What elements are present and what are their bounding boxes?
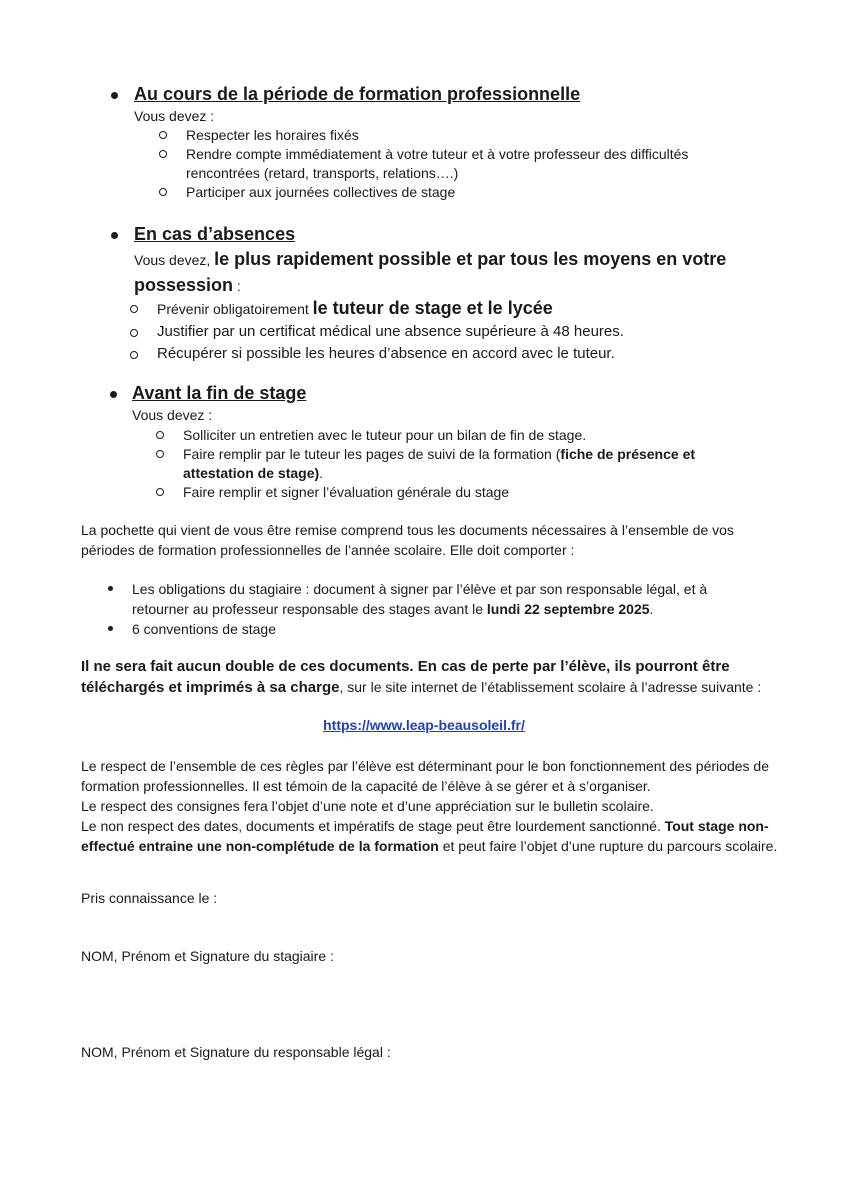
pochette-list [132, 579, 752, 639]
section-heading: Avant la fin de stage [132, 383, 307, 403]
stagiaire-signature-label: NOM, Prénom et Signature du stagiaire : [81, 948, 334, 964]
circle-bullet-icon [159, 188, 167, 196]
pris-connaissance-label: Pris connaissance le : [81, 890, 218, 906]
circle-bullet-icon [159, 131, 167, 139]
bullet-icon [108, 586, 113, 591]
section-heading: Au cours de la période de formation professionnelle [134, 84, 581, 104]
circle-bullet-icon [156, 450, 164, 458]
section-intro: Vous devez : [134, 108, 215, 124]
circle-bullet-icon [130, 329, 138, 337]
list-item: Respecter les horaires fixés [186, 126, 746, 145]
list-item: Récupérer si possible les heures d’absence en accord avec le tuteur. [157, 343, 757, 365]
obligations-list [186, 126, 746, 202]
responsable-signature-label: NOM, Prénom et Signature du responsable légal : [81, 1044, 391, 1060]
list-item: Prévenir obligatoirement le tuteur de stage et le lycée [157, 297, 757, 321]
section-intro: Vous devez : [132, 407, 213, 423]
list-item: Faire remplir et signer l’évaluation générale du stage [183, 483, 743, 502]
bullet-icon [108, 626, 113, 631]
list-item: Participer aux journées collectives de stage [186, 183, 746, 202]
circle-bullet-icon [130, 351, 138, 359]
respect-paragraph: Le respect de l’ensemble de ces règles par l’élève est déterminant pour le bon fonctionnement des périodes de formation professionnelles. Il est témoin de la capacité de l’élève à se gérer et à s’organiser. Le respect des consignes fera l’objet d’une note et d’une appréciation sur le bulletin scolaire. Le non respect des dates, documents et impératifs de stage peut être lourdement sanctionné. Tout stage non-effectué entraine une non-complétude de la formation et peut faire l’objet d’une rupture du parcours scolaire. [81, 758, 778, 854]
fin-stage-list [183, 426, 743, 502]
list-item: Solliciter un entretien avec le tuteur pour un bilan de fin de stage. [183, 426, 743, 445]
bullet-icon [111, 92, 118, 99]
double-paragraph: Il ne sera fait aucun double de ces documents. En cas de perte par l’élève, ils pourront être téléchargés et imprimés à sa charge, sur le site internet de l’établissement scolaire à l’adresse suivante : [81, 658, 762, 696]
section-intro: Vous devez, le plus rapidement possible et par tous les moyens en votre possession : [134, 249, 727, 295]
bullet-icon [111, 232, 118, 239]
absences-list [157, 297, 757, 365]
circle-bullet-icon [156, 488, 164, 496]
circle-bullet-icon [159, 150, 167, 158]
list-item: Justifier par un certificat médical une absence supérieure à 48 heures. [157, 321, 757, 343]
bullet-icon [110, 391, 117, 398]
website-link[interactable]: https://www.leap-beausoleil.fr/ [323, 717, 525, 733]
section-heading: En cas d’absences [134, 224, 296, 244]
list-item: Faire remplir par le tuteur les pages de suivi de la formation (fiche de présence et attestation de stage). [183, 445, 743, 483]
list-item: Rendre compte immédiatement à votre tuteur et à votre professeur des difficultés rencontrées (retard, transports, relations….) [186, 145, 746, 183]
circle-bullet-icon [156, 431, 164, 439]
circle-bullet-icon [130, 305, 138, 313]
list-item: Les obligations du stagiaire : document à signer par l’élève et par son responsable légal, et à retourner au professeur responsable des stages avant le lundi 22 septembre 2025. [132, 579, 752, 619]
list-item: 6 conventions de stage [132, 619, 752, 639]
pochette-paragraph: La pochette qui vient de vous être remise comprend tous les documents nécessaires à l’ensemble de vos périodes de formation professionnelles de l’année scolaire. Elle doit comporter : [81, 522, 734, 558]
